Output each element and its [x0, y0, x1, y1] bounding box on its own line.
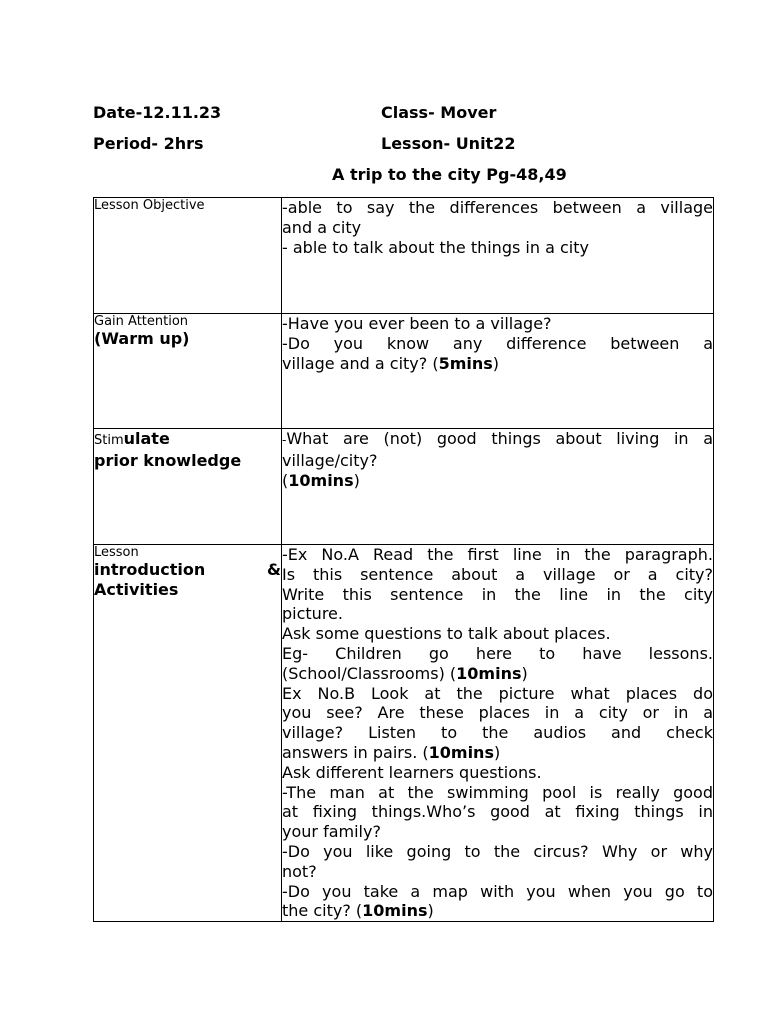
intro-duration-1: 10mins: [456, 663, 522, 683]
intro-line-6: Eg- Children go here to have lessons.: [282, 643, 713, 663]
intro-line-13: -The man at the swimming pool is really good: [282, 782, 713, 802]
objective-line-1: -able to say the differences between a village: [282, 198, 713, 217]
header-lesson: Lesson- Unit22: [381, 134, 516, 153]
label-cell-introduction: [94, 545, 282, 922]
attention-label-big: (Warm up): [94, 329, 190, 348]
introduction-label-amp: &: [267, 560, 281, 579]
table-row-attention: [94, 314, 714, 429]
attention-line-2: -Do you know any difference between a: [282, 333, 713, 353]
content-cell-introduction: [282, 545, 714, 922]
intro-line-7-text: (School/Classrooms) (: [282, 663, 457, 683]
intro-duration-2: 10mins: [428, 742, 494, 762]
header-date: Date-12.11.23: [93, 103, 222, 122]
stimulate-line-1-dash: -: [282, 433, 287, 447]
content-cell-stimulate: [282, 429, 714, 545]
intro-line-7-end: ): [521, 663, 528, 683]
intro-line-8: Ex No.B Look at the picture what places do: [282, 683, 713, 703]
introduction-label-big-2: Activities: [94, 580, 179, 599]
stimulate-label-small: Stim: [94, 433, 124, 448]
label-cell-stimulate: [94, 429, 282, 545]
page-title: A trip to the city Pg-48,49: [332, 165, 567, 184]
header-class: Class- Mover: [381, 103, 497, 122]
intro-line-4: picture.: [282, 604, 343, 624]
stimulate-line-2: village/city?: [282, 450, 378, 470]
table-row-introduction: [94, 545, 714, 922]
stimulate-label-big-2: prior knowledge: [94, 451, 242, 470]
intro-line-10: village? Listen to the audios and check: [282, 723, 713, 743]
intro-line-19: [282, 901, 713, 921]
stimulate-label-line-1: [94, 429, 281, 451]
intro-line-15: your family?: [282, 822, 381, 842]
label-cell-attention: [94, 314, 282, 429]
intro-line-11-text: answers in pairs. (: [282, 742, 429, 762]
intro-line-19-end: ): [427, 901, 434, 921]
introduction-label-small: Lesson: [94, 545, 139, 560]
intro-line-11-end: ): [493, 742, 501, 762]
stimulate-line-3: [282, 471, 713, 491]
content-cell-objective: [282, 198, 714, 314]
intro-line-3: Write this sentence in the line in the city: [282, 584, 713, 604]
intro-line-17: not?: [282, 861, 317, 881]
objective-line-3: - able to talk about the things in a city: [282, 237, 589, 257]
intro-line-9: you see? Are these places in a city or in a: [282, 703, 713, 723]
intro-line-5: Ask some questions to talk about places.: [282, 624, 611, 644]
objective-line-2: and a city: [282, 217, 362, 237]
stimulate-line-3-open: (: [282, 470, 289, 490]
intro-duration-4: 10mins: [362, 901, 428, 921]
intro-line-12: Ask different learners questions.: [282, 762, 542, 782]
attention-line-3-end: ): [492, 353, 500, 373]
intro-line-14: at fixing things.Who’s good at fixing things in: [282, 802, 713, 822]
label-cell-objective: [94, 198, 282, 314]
introduction-label-big-1: introduction: [94, 560, 206, 579]
attention-duration: 5mins: [438, 353, 493, 373]
intro-line-11: [282, 743, 713, 763]
stimulate-line-3-close: ): [353, 470, 360, 490]
attention-line-3: [282, 354, 713, 374]
lesson-plan-table: [93, 197, 714, 922]
intro-line-18: -Do you take a map with you when you go to: [282, 881, 713, 901]
intro-line-7: [282, 664, 713, 684]
intro-line-16: -Do you like going to the circus? Why or why: [282, 841, 713, 861]
introduction-label-line-2: [94, 560, 281, 580]
attention-line-3-text: village and a city? (: [282, 353, 439, 373]
table-row-stimulate: [94, 429, 714, 545]
intro-line-1: -Ex No.A Read the first line in the paragraph.: [282, 545, 713, 564]
attention-line-1: -Have you ever been to a village?: [282, 314, 552, 333]
stimulate-label-big-1: ulate: [123, 429, 170, 448]
header-period: Period- 2hrs: [93, 134, 204, 153]
attention-label-small: Gain Attention: [94, 314, 189, 329]
intro-line-19-text: the city? (: [282, 901, 363, 921]
stimulate-duration: 10mins: [288, 470, 354, 490]
intro-line-2: Is this sentence about a village or a city?: [282, 564, 713, 584]
table-row-objective: [94, 198, 714, 314]
stimulate-line-1-text: What are (not) good things about living in a: [286, 429, 713, 448]
objective-label: Lesson Objective: [94, 198, 205, 213]
stimulate-line-1: [282, 429, 713, 451]
content-cell-attention: [282, 314, 714, 429]
